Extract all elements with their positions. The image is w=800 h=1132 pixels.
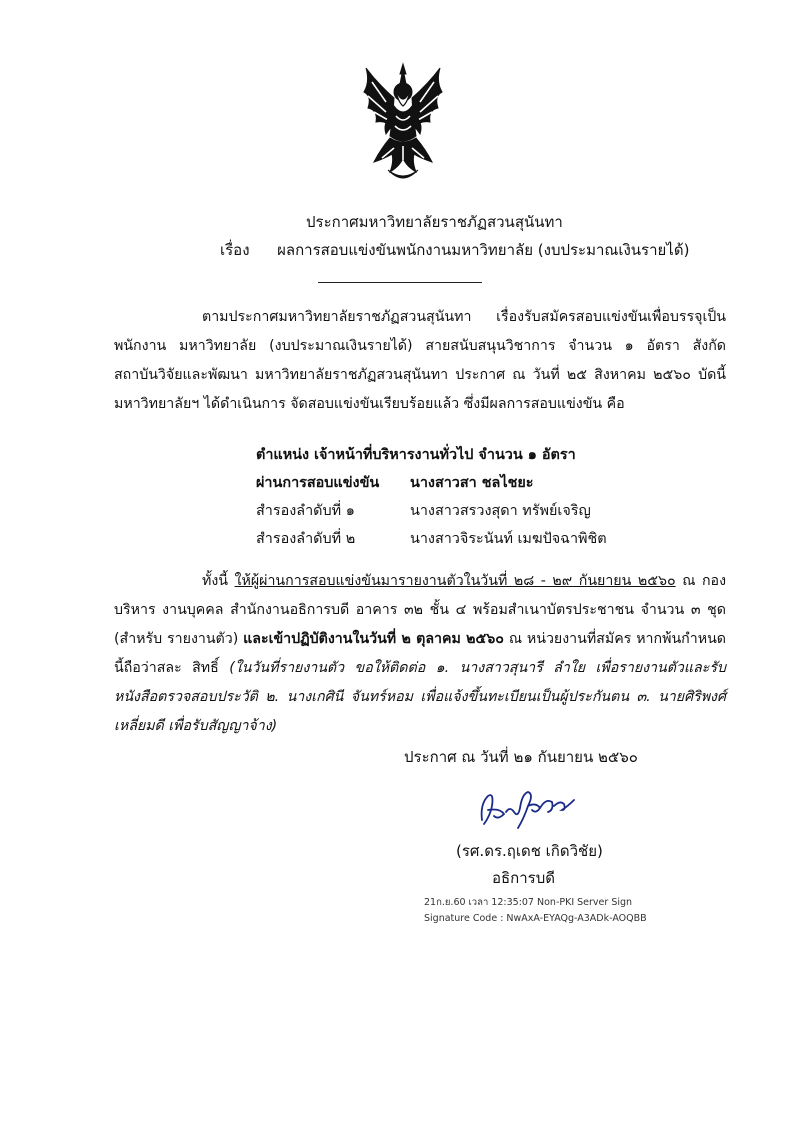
reserve2-name: นางสาวจิระนันท์ เมฆปัจฉาพิชิต — [410, 531, 607, 547]
position-title: ตำแหน่ง เจ้าหน้าที่บริหารงานทั่วไป จำนวน ๑ อัตรา — [256, 447, 576, 463]
instructions-deadline: ณ หน่วยงานที่สมัคร หากพ้นกำหนดนี้ถือว่าสละ สิทธิ์ — [114, 631, 726, 676]
e-sign-timestamp: 21ก.ย.60 เวลา 12:35:07 Non-PKI Server Sign — [424, 897, 633, 908]
garuda-emblem — [360, 62, 446, 182]
subject-label: เรื่อง — [220, 241, 250, 259]
intro-text: ตามประกาศมหาวิทยาลัยราชภัฏสวนสุนันทา เรื่องรับสมัครสอบแข่งขันเพื่อบรรจุเป็นพนักงาน มหาวิทยาลัย (งบประมาณเงินรายได้) สายสนับสนุนวิชาการ จำนวน ๑ อัตรา สังกัด สถาบันวิจัยและพัฒนา มหาวิทยาลัยราชภัฏสวนสุนันทา ประกาศ ณ วันที่ ๒๕ สิงหาคม ๒๕๖๐ บัดนี้ มหาวิทยาลัยฯ ได้ดำเนินการ จัดสอบแข่งขันเรียบร้อยแล้ว ซึ่งมีผลการสอบแข่งขัน คือ — [114, 309, 726, 412]
instructions-paragraph — [114, 567, 726, 741]
announce-date: ประกาศ ณ วันที่ ๒๑ กันยายน ๒๕๖๐ — [404, 748, 638, 766]
signer-title: อธิการบดี — [492, 869, 555, 887]
passed-name: นางสาวสา ชลไชยะ — [410, 475, 534, 491]
contact-note: (ในวันที่รายงานตัว ขอให้ติดต่อ ๑. นางสาวสุนารี ลำใย เพื่อรายงานตัวและรับหนังสือตรวจสอบประวัติ ๒. นางเกศินี จันทร์หอม เพื่อแจ้งขึ้นทะเบียนเป็นผู้ประกันตน ๓. นายศิริพงศ์ เหลี่ยมดี เพื่อรับสัญญาจ้าง) — [114, 660, 726, 734]
report-dates: ให้ผู้ผ่านการสอบแข่งขันมารายงานตัวในวันที่ ๒๘ - ๒๙ กันยายน ๒๕๖๐ — [234, 573, 676, 589]
start-work-date: และเข้าปฏิบัติงานในวันที่ ๒ ตุลาคม ๒๕๖๐ — [243, 631, 504, 647]
instructions-lead: ทั้งนี้ — [202, 573, 235, 589]
subject-text: ผลการสอบแข่งขันพนักงานมหาวิทยาลัย (งบประมาณเงินรายได้) — [277, 241, 690, 259]
e-sign-code: Signature Code : NwAxA-EYAQg-A3ADk-AOQBB — [424, 913, 647, 924]
signer-name: (รศ.ดร.ฤเดช เกิดวิชัย) — [456, 842, 603, 860]
announcement-title: ประกาศมหาวิทยาลัยราชภัฏสวนสุนันทา — [306, 213, 563, 231]
handwritten-signature — [474, 784, 584, 834]
reserve1-name: นางสาวสรวงสุดา ทรัพย์เจริญ — [410, 503, 591, 519]
header-divider — [318, 282, 482, 283]
subject-line — [220, 238, 689, 262]
reserve1-label: สำรองลำดับที่ ๑ — [256, 503, 355, 519]
instructions-location: ณ กองบริหาร งานบุคคล สำนักงานอธิการบดี อาคาร ๓๒ ชั้น ๔ พร้อมสำเนาบัตรประชาชน จำนวน ๓ ชุด (สำหรับ รายงานตัว) — [114, 573, 726, 647]
passed-label: ผ่านการสอบแข่งขัน — [256, 475, 380, 491]
intro-paragraph — [114, 303, 726, 419]
reserve2-label: สำรองลำดับที่ ๒ — [256, 531, 356, 547]
